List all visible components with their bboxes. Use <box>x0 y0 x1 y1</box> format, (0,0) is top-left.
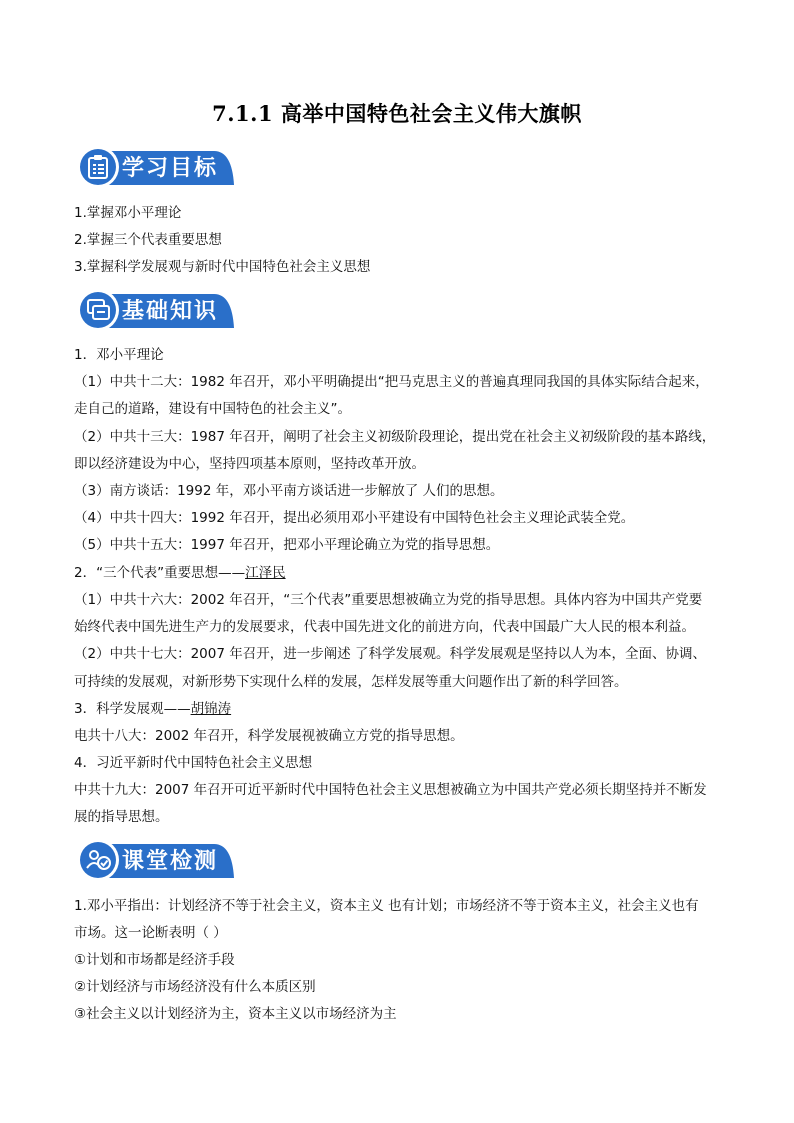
section-banner-goals <box>74 145 236 189</box>
answer-option: ②计划经济与市场经济没有什么本质区别 <box>74 979 316 995</box>
body-line: 电共十八大：2002 年召开，科学发展视被确立方党的指导思想。 <box>74 728 464 744</box>
body-line: （3）南方谈话：1992 年，邓小平南方谈话进一步解放了 人们的思想。 <box>74 483 504 499</box>
cards-icon <box>86 298 112 322</box>
body-line: （4）中共十四大：1992 年召开，提出必须用邓小平建设有中国特色社会主义理论武装全党。 <box>74 510 635 526</box>
topic-title-person: 江泽民 <box>245 565 286 581</box>
body-line: 即以经济建设为中心，坚持四项基本原则，坚持改革开放。 <box>74 456 425 472</box>
section-heading-basics: 基础知识 <box>122 299 219 324</box>
question-line: 市场。这一论断表明（ ） <box>74 925 227 941</box>
body-line: 中共十九大：2007 年召开可近平新时代中国特色社会主义思想被确立为中国共产党必须长期坚持并不断发 <box>74 782 707 798</box>
body-line: 走自己的道路，建设有中国特色的社会主义”。 <box>74 401 351 417</box>
body-line: （2）中共十三大：1987 年召开，阐明了社会主义初级阶段理论，提出党在社会主义初级阶段的基本路线， <box>74 429 716 445</box>
body-line: 展的指导思想。 <box>74 809 169 825</box>
page-title: 7.1.1 高举中国特色社会主义伟大旗帜 <box>212 101 582 126</box>
people-check-icon <box>85 848 113 872</box>
topic-title <box>74 700 734 718</box>
topic-title-person: 胡锦涛 <box>190 701 232 717</box>
topic-title: 1．邓小平理论 <box>74 347 164 363</box>
section-heading-goals: 学习目标 <box>122 156 219 181</box>
clipboard-icon <box>86 154 110 180</box>
goal-item: 1.掌握邓小平理论 <box>74 205 182 221</box>
body-line: 可持续的发展观，对新形势下实现什么样的发展，怎样发展等重大问题作出了新的科学回答。 <box>74 674 628 690</box>
body-line: （1）中共十二大：1982 年召开，邓小平明确提出“把马克思主义的普遍真理同我国的具体实际结合起来， <box>74 374 709 390</box>
body-line: 始终代表中国先进生产力的发展要求，代表中国先进文化的前进方向，代表中国最广大人民的根本利益。 <box>74 619 695 635</box>
topic-title-prefix: 3．科学发展观—— <box>74 701 191 717</box>
section-banner-basics <box>74 288 236 332</box>
answer-option: ③社会主义以计划经济为主，资本主义以市场经济为主 <box>74 1006 397 1022</box>
goal-item: 2.掌握三个代表重要思想 <box>74 232 222 248</box>
topic-title-prefix: 2．“三个代表”重要思想—— <box>74 565 246 581</box>
body-line: （2）中共十七大：2007 年召开，进一步阐述 了科学发展观。科学发展观是坚持以人为本，全面、协调、 <box>74 646 707 662</box>
topic-title: 4．习近平新时代中国特色社会主义思想 <box>74 755 313 771</box>
body-line: （1）中共十六大：2002 年召开，“三个代表”重要思想被确立为党的指导思想。具体内容为中国共产党要 <box>74 592 703 608</box>
section-heading-check: 课堂检测 <box>122 849 219 874</box>
goal-item: 3.掌握科学发展观与新时代中国特色社会主义思想 <box>74 259 371 275</box>
topic-title <box>74 564 734 582</box>
body-line: （5）中共十五大：1997 年召开，把邓小平理论确立为党的指导思想。 <box>74 537 500 553</box>
section-banner-check <box>74 838 236 882</box>
question-line: 1.邓小平指出：计划经济不等于社会主义，资本主义 也有计划；市场经济不等于资本主义，社会主义也有 <box>74 898 699 914</box>
answer-option: ①计划和市场都是经济手段 <box>74 952 235 968</box>
